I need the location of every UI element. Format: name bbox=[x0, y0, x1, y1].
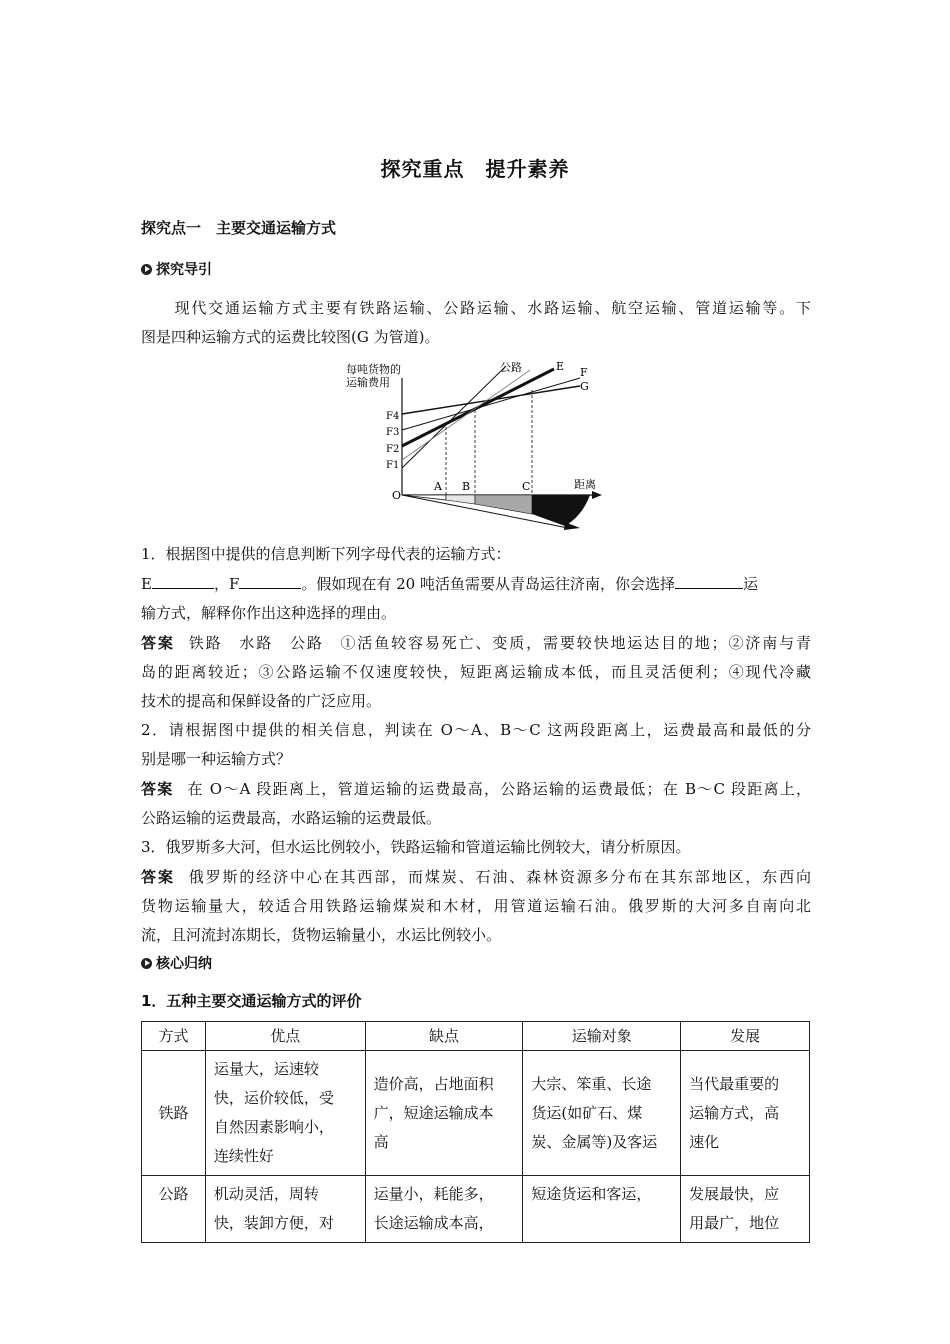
series-label-f: F bbox=[580, 366, 588, 379]
cell-line: 运输方式，高 bbox=[689, 1103, 780, 1122]
wedge-ab bbox=[446, 495, 475, 504]
cell-line: 运量大，运速较 bbox=[213, 1060, 319, 1078]
header-cell: 缺点 bbox=[365, 1022, 523, 1051]
series-label-road: 公路 bbox=[500, 361, 522, 374]
cell-line: 速化 bbox=[689, 1132, 720, 1151]
ytick-f1: F1 bbox=[386, 460, 400, 471]
intro-line: 图是四种运输方式的运费比较图(G 为管道)。 bbox=[141, 328, 440, 346]
objects-cell bbox=[523, 1051, 681, 1176]
ytick-f4: F4 bbox=[386, 411, 400, 422]
answer-text: 铁路 水路 公路 ①活鱼较容易死亡、变质，需要较快地运达目的地；②济南与青 bbox=[188, 634, 811, 652]
q1-text: 。假如现在有 20 吨活鱼需要从青岛运往济南，你会选择 bbox=[301, 575, 676, 593]
answer-text: 在 O～A 段距离上，管道运输的运费最高，公路运输的运费最低；在 B～C 段距离上， bbox=[187, 780, 811, 798]
mode-cell: 公路 bbox=[142, 1176, 206, 1243]
origin-label: O bbox=[392, 489, 402, 502]
transport-table bbox=[141, 1021, 810, 1243]
series-label-e: E bbox=[556, 360, 565, 373]
cell-line: 大宗、笨重、长途 bbox=[531, 1074, 652, 1093]
x-axis-arrow-icon bbox=[592, 491, 602, 499]
guide-tag bbox=[141, 259, 212, 279]
q2-answer-line: 公路运输的运费最高，水路运输的运费最低。 bbox=[141, 809, 442, 827]
xtick-c: C bbox=[522, 480, 531, 493]
answer-text: 俄罗斯的经济中心在其西部，而煤炭、石油、森林资源多分布在其东部地区，东西向 bbox=[188, 868, 811, 886]
q1-line: 1．根据图中提供的信息判断下列字母代表的运输方式： bbox=[141, 545, 511, 563]
cell-line: 货运(如矿石、煤 bbox=[531, 1103, 643, 1122]
figure-xlabel: 距离 bbox=[574, 478, 596, 491]
cell-line: 发展最快，应 bbox=[689, 1185, 780, 1203]
blank-choice[interactable] bbox=[675, 574, 743, 589]
header-cell: 优点 bbox=[205, 1022, 365, 1051]
q1-line: 输方式，解释你作出这种选择的理由。 bbox=[141, 604, 397, 622]
header-cell: 运输对象 bbox=[523, 1022, 681, 1051]
cons-cell bbox=[365, 1176, 523, 1243]
cons-cell bbox=[365, 1051, 523, 1176]
q2-answer-line bbox=[141, 775, 811, 804]
play-circle-icon bbox=[141, 264, 152, 275]
series-road-shadow bbox=[402, 370, 530, 460]
cell-line: 长途运输成本高， bbox=[373, 1214, 494, 1232]
answer-label: 答案 bbox=[141, 868, 175, 886]
wedge-c-beyond bbox=[532, 495, 590, 526]
cell-line: 高 bbox=[373, 1132, 389, 1151]
cell-line: 运量小，耗能多， bbox=[373, 1185, 494, 1203]
core-tag bbox=[141, 953, 212, 973]
q3-line: 3．俄罗斯多大河，但水运比例较小，铁路运输和管道运输比例较大，请分析原因。 bbox=[141, 838, 691, 856]
cell-line: 短途货运和客运， bbox=[531, 1185, 652, 1203]
wedge-arrow-icon bbox=[564, 522, 580, 530]
q2-line: 别是哪一种运输方式？ bbox=[141, 750, 292, 768]
table-row bbox=[142, 1051, 810, 1176]
header-cell: 发展 bbox=[681, 1022, 810, 1051]
cell-line: 广，短途运输成本 bbox=[373, 1103, 494, 1122]
q1-answer-line bbox=[141, 629, 811, 658]
series-f bbox=[402, 378, 580, 430]
cell-line: 机动灵活，周转 bbox=[213, 1185, 319, 1203]
development-cell bbox=[681, 1176, 810, 1243]
table-header-row bbox=[142, 1022, 810, 1051]
cell-line: 自然因素影响小， bbox=[213, 1118, 334, 1136]
q2-line: 2．请根据图中提供的相关信息，判读在 O～A、B～C 这两段距离上，运费最高和最低的分 bbox=[141, 721, 811, 739]
guide-label: 探究导引 bbox=[156, 262, 212, 278]
cell-line: 连续性好 bbox=[213, 1147, 274, 1165]
q3-answer-line: 货物运输量大，较适合用铁路运输煤炭和木材，用管道运输石油。俄罗斯的大河多自南向北 bbox=[141, 897, 811, 915]
play-circle-icon bbox=[141, 958, 152, 969]
answer-label: 答案 bbox=[141, 634, 175, 652]
q1-line bbox=[141, 570, 811, 599]
mode-cell: 铁路 bbox=[142, 1051, 206, 1176]
xtick-a: A bbox=[434, 480, 442, 493]
series-g bbox=[402, 386, 580, 414]
series-road bbox=[402, 366, 506, 468]
q1-answer-line: 技术的提高和保鲜设备的广泛应用。 bbox=[141, 692, 382, 710]
objects-cell bbox=[523, 1176, 681, 1243]
pros-cell bbox=[205, 1051, 365, 1176]
q1-answer-line: 岛的距离较近；③公路运输不仅速度较快，短距离运输成本低，而且灵活便利；④现代冷藏 bbox=[141, 663, 811, 681]
page-title: 探究重点 提升素养 bbox=[380, 157, 570, 181]
intro-line: 现代交通运输方式主要有铁路运输、公路运输、水路运输、航空运输、管道运输等。下 bbox=[141, 299, 811, 317]
cell-line: 用最广，地位 bbox=[689, 1214, 780, 1232]
section-heading: 探究点一 主要交通运输方式 bbox=[141, 219, 337, 237]
q1-text: 运 bbox=[743, 575, 759, 593]
cell-line: 炭、金属等)及客运 bbox=[531, 1132, 658, 1151]
cell-line: 当代最重要的 bbox=[689, 1074, 780, 1093]
answer-label: 答案 bbox=[141, 780, 174, 798]
ytick-f2: F2 bbox=[386, 444, 400, 455]
table-row bbox=[142, 1176, 810, 1243]
q1-text: ，F bbox=[213, 575, 240, 593]
blank-e[interactable] bbox=[152, 574, 214, 589]
ytick-f3: F3 bbox=[386, 427, 400, 438]
cell-line: 快，装卸方便，对 bbox=[213, 1214, 334, 1232]
core-label: 核心归纳 bbox=[156, 956, 212, 972]
figure-ylabel: 运输费用 bbox=[346, 376, 390, 389]
table-heading: 1．五种主要交通运输方式的评价 bbox=[141, 992, 362, 1010]
q1-text: E bbox=[141, 575, 152, 593]
blank-f[interactable] bbox=[239, 574, 301, 589]
series-label-g: G bbox=[580, 380, 589, 393]
q3-answer-line bbox=[141, 863, 811, 892]
development-cell bbox=[681, 1051, 810, 1176]
pros-cell bbox=[205, 1176, 365, 1243]
header-cell: 方式 bbox=[142, 1022, 206, 1051]
xtick-b: B bbox=[462, 480, 471, 493]
q3-answer-line: 流，且河流封冻期长，货物运输量小，水运比例较小。 bbox=[141, 926, 502, 944]
cell-line: 快，运价较低，受 bbox=[213, 1089, 334, 1107]
cell-line: 造价高，占地面积 bbox=[373, 1074, 494, 1093]
figure-ylabel: 每吨货物的 bbox=[346, 363, 401, 376]
freight-cost-figure bbox=[340, 356, 610, 536]
